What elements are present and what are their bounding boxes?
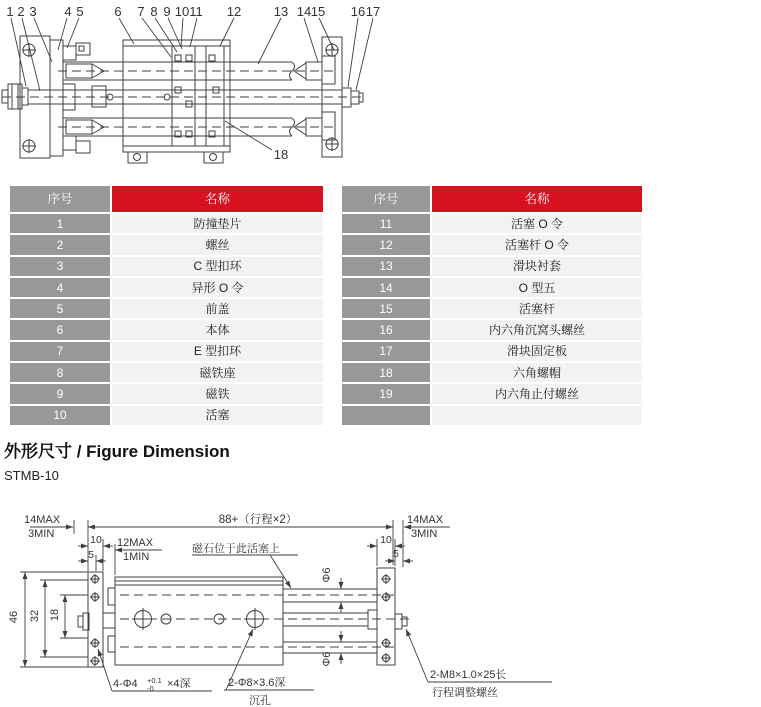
col-header-no: 序号 [10, 186, 110, 212]
part-no-cell [342, 406, 430, 425]
dim-body [103, 577, 283, 665]
part-no-cell: 13 [342, 257, 430, 276]
part-no-cell: 9 [10, 384, 110, 403]
part-name-cell: 磁铁 [112, 384, 323, 403]
note-counterbore-sub: 沉孔 [249, 695, 271, 707]
part-name-cell: 本体 [112, 320, 323, 339]
callout-17: 17 [365, 4, 381, 19]
callout-6: 6 [114, 4, 122, 19]
dim-left-plate-width: 10 [90, 534, 102, 546]
note-hole-small-suffix: ×4深 [167, 678, 191, 690]
dim-magnet-note: 磁石位于此活塞上 [192, 543, 280, 555]
callout-10: 10 [174, 4, 190, 19]
dim-left-min: 3MIN [28, 528, 55, 540]
part-no-cell: 8 [10, 363, 110, 382]
part-name-cell: 活塞 O 令 [432, 214, 642, 233]
callout-5: 5 [76, 4, 84, 19]
dim-right-gap: 5 [393, 548, 399, 560]
part-no-cell: 1 [10, 214, 110, 233]
part-no-cell: 3 [10, 257, 110, 276]
part-name-cell: E 型扣环 [112, 342, 323, 361]
part-name-cell: 内六角止付螺丝 [432, 384, 642, 403]
part-name-cell [432, 406, 642, 425]
callout-11: 11 [189, 4, 203, 19]
note-hole-small: 4-Φ4 [113, 678, 138, 690]
part-no-cell: 11 [342, 214, 430, 233]
callout-9: 9 [163, 4, 171, 19]
part-no-cell: 12 [342, 235, 430, 254]
dim-right-min: 3MIN [411, 528, 438, 540]
note-hole-small-tol-dn: -0 [147, 684, 154, 693]
part-name-cell: 螺丝 [112, 235, 323, 254]
part-no-cell: 6 [10, 320, 110, 339]
left-mount-plate [20, 36, 63, 158]
callout-12: 12 [226, 4, 242, 19]
callout-15: 15 [310, 4, 326, 19]
part-name-cell: 防撞垫片 [112, 214, 323, 233]
part-name-cell: 活塞杆 O 令 [432, 235, 642, 254]
part-name-cell: 活塞 [112, 406, 323, 425]
centerlines [2, 71, 362, 127]
part-no-cell: 19 [342, 384, 430, 403]
col-header-name: 名称 [112, 186, 323, 212]
parts-table-left [10, 186, 323, 425]
callout-1: 1 [6, 4, 14, 19]
dim-right-plate-width: 10 [380, 534, 392, 546]
callout-4: 4 [64, 4, 72, 19]
dim-centerlines [120, 595, 410, 647]
dim-adjust-min: 1MIN [123, 551, 150, 563]
part-name-cell: 内六角沉窝头螺丝 [432, 320, 642, 339]
cylinder-body [123, 40, 230, 152]
dim-left-gap: 5 [88, 549, 94, 561]
assembly-figure [0, 0, 761, 182]
part-no-cell: 18 [342, 363, 430, 382]
callout-3: 3 [29, 4, 37, 19]
dim-rods [283, 589, 377, 653]
part-name-cell: 异形 O 令 [112, 278, 323, 297]
dimension-figure [0, 495, 761, 707]
dim-texts [8, 512, 506, 707]
col-header-no: 序号 [342, 186, 430, 212]
mount-feet [128, 152, 223, 163]
part-name-cell: 磁铁座 [112, 363, 323, 382]
dim-height-inner: 18 [49, 608, 61, 622]
dim-right-max: 14MAX [407, 514, 444, 526]
dim-left-max: 14MAX [24, 514, 61, 526]
part-no-cell: 5 [10, 299, 110, 318]
part-name-cell: C 型扣环 [112, 257, 323, 276]
part-name-cell: O 型五 [432, 278, 642, 297]
part-no-cell: 16 [342, 320, 430, 339]
dim-rod-dia-top: Φ6 [321, 567, 333, 583]
part-no-cell: 10 [10, 406, 110, 425]
part-name-cell: 前盖 [112, 299, 323, 318]
dim-height-mid: 32 [29, 609, 41, 623]
part-name-cell: 滑块固定板 [432, 342, 642, 361]
callout-13: 13 [273, 4, 289, 19]
part-no-cell: 4 [10, 278, 110, 297]
dim-total-length: 88+（行程×2） [218, 514, 298, 526]
dim-height-outer: 46 [8, 610, 20, 624]
callout-18: 18 [273, 147, 289, 162]
note-adjust-screw: 2-M8×1.0×25长 [430, 669, 507, 681]
part-no-cell: 17 [342, 342, 430, 361]
dim-right-plate [377, 568, 407, 665]
dim-rod-dia-bottom: Φ6 [321, 651, 333, 667]
center-seal-block [172, 46, 195, 146]
callout-16: 16 [350, 4, 366, 19]
part-name-cell: 活塞杆 [432, 299, 642, 318]
part-no-cell: 15 [342, 299, 430, 318]
part-no-cell: 7 [10, 342, 110, 361]
note-hole-small-tol-up: +0.1 [147, 676, 162, 685]
model-label: STMB-10 [4, 468, 59, 483]
note-counterbore: 2-Φ8×3.6深 [228, 677, 286, 689]
callout-14: 14 [296, 4, 312, 19]
part-no-cell: 14 [342, 278, 430, 297]
callout-numbers [6, 4, 380, 162]
callout-7: 7 [137, 4, 145, 19]
part-no-cell: 2 [10, 235, 110, 254]
callout-8: 8 [150, 4, 158, 19]
dim-adjust-max: 12MAX [117, 537, 154, 549]
col-header-name: 名称 [432, 186, 642, 212]
part-name-cell: 六角螺帽 [432, 363, 642, 382]
part-name-cell: 滑块衬套 [432, 257, 642, 276]
parts-table-right [342, 186, 642, 425]
note-adjust-screw-sub: 行程调整螺丝 [432, 687, 498, 699]
section-title: 外形尺寸 / Figure Dimension [4, 442, 230, 461]
callout-2: 2 [17, 4, 25, 19]
right-seal-block [206, 46, 224, 146]
